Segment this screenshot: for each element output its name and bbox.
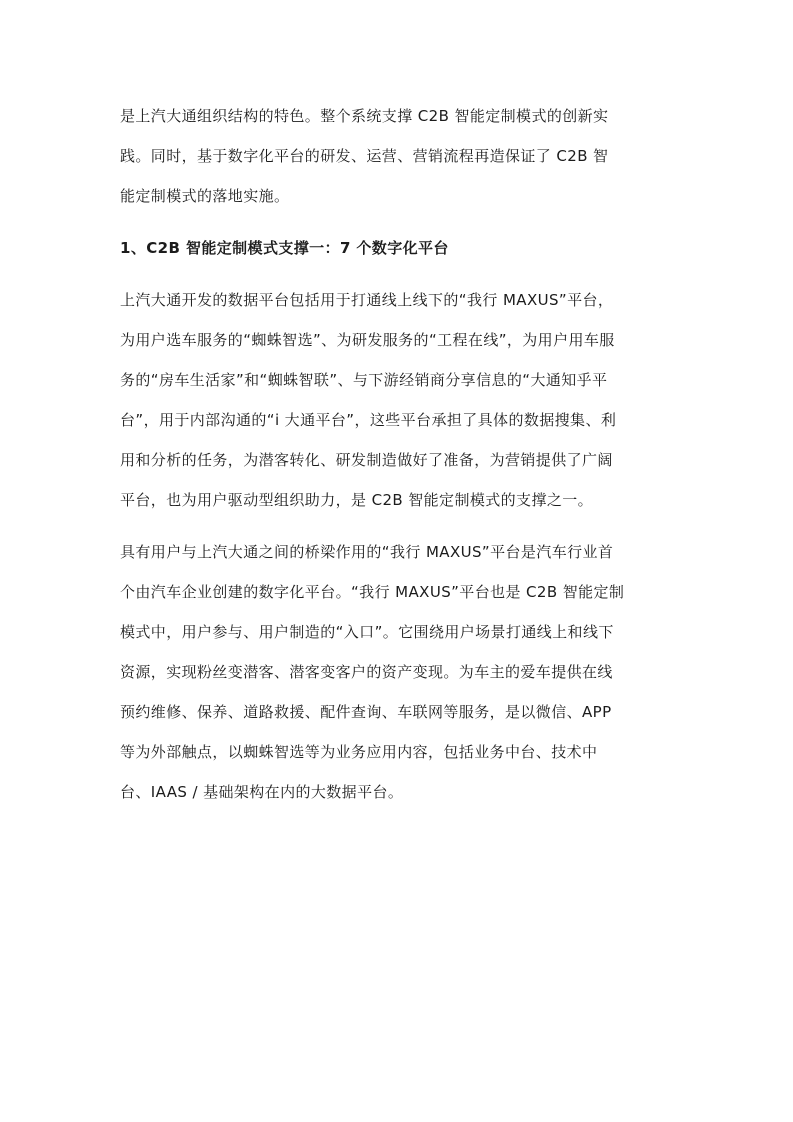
text-line: 等为外部触点，以蜘蛛智选等为业务应用内容，包括业务中台、技术中: [120, 743, 598, 761]
text-line: 为用户选车服务的“蜘蛛智选”、为研发服务的“工程在线”，为用户用车服: [120, 331, 615, 349]
text-line: 台”，用于内部沟通的“i 大通平台”，这些平台承担了具体的数据搜集、利: [120, 411, 617, 429]
text-line: 是上汽大通组织结构的特色。整个系统支撑 C2B 智能定制模式的创新实: [120, 107, 609, 125]
text-line: 务的“房车生活家”和“蜘蛛智联”、与下游经销商分享信息的“大通知乎平: [120, 371, 608, 389]
text-line: 个由汽车企业创建的数字化平台。“我行 MAXUS”平台也是 C2B 智能定制: [120, 583, 625, 601]
paragraph-platforms: [120, 280, 653, 520]
text-line: 平台，也为用户驱动型组织助力，是 C2B 智能定制模式的支撑之一。: [120, 491, 594, 509]
paragraph-maxus: [120, 532, 653, 812]
text-line: 能定制模式的落地实施。: [120, 187, 290, 205]
text-line: 模式中，用户参与、用户制造的“入口”。它围绕用户场景打通线上和线下: [120, 623, 614, 641]
text-line: 具有用户与上汽大通之间的桥梁作用的“我行 MAXUS”平台是汽车行业首: [120, 543, 614, 561]
text-line: 上汽大通开发的数据平台包括用于打通线上线下的“我行 MAXUS”平台，: [120, 291, 614, 309]
text-line: 预约维修、保养、道路救援、配件查询、车联网等服务，是以微信、APP: [120, 703, 612, 721]
text-line: 资源，实现粉丝变潜客、潜客变客户的资产变现。为车主的爱车提供在线: [120, 663, 613, 681]
text-line: 用和分析的任务，为潜客转化、研发制造做好了准备，为营销提供了广阔: [120, 451, 613, 469]
text-line: 台、IAAS / 基础架构在内的大数据平台。: [120, 783, 404, 801]
paragraph-intro: [120, 96, 653, 216]
text-line: 践。同时，基于数字化平台的研发、运营、营销流程再造保证了 C2B 智: [120, 147, 609, 165]
section-heading: 1、C2B 智能定制模式支撑一：7 个数字化平台: [120, 239, 449, 257]
document-body: [120, 96, 653, 812]
